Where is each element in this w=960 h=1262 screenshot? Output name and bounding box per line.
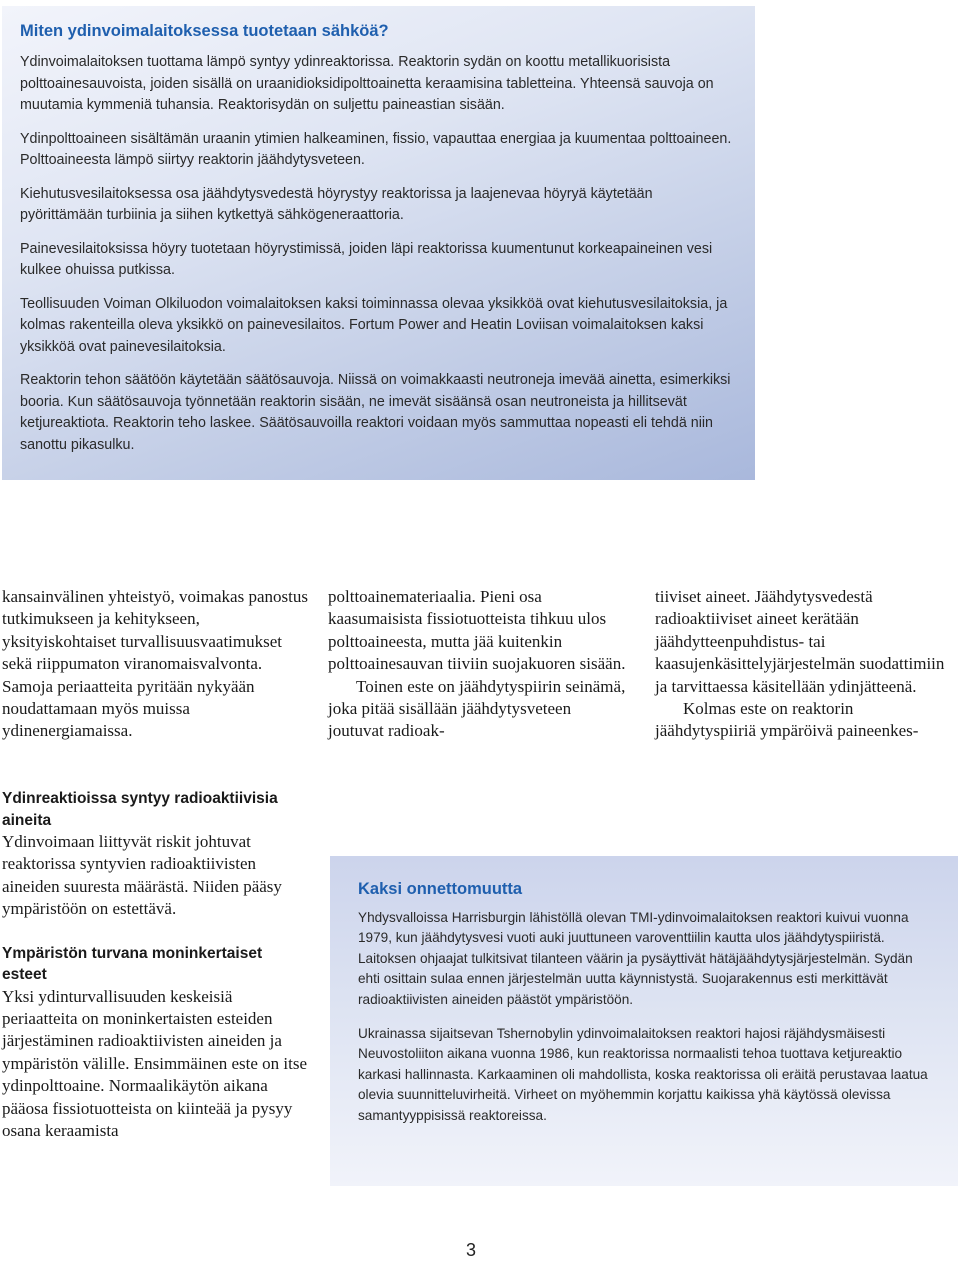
info-paragraph: Ydinpolttoaineen sisältämän uraanin ytimien halkeaminen, fissio, vapauttaa energiaa ja kuumentaa polttoaineen. Polttoaineesta lämpö siirtyy reaktorin jäähdytysveteen.	[20, 130, 732, 168]
section-paragraph: Ydinvoimaan liittyvät riskit johtuvat reaktorissa syntyvien radioaktiivisten aineiden suuresta määrästä. Niiden pääsy ympäristöön on estettävä.	[2, 832, 282, 919]
info-paragraph: Reaktorin tehon säätöön käytetään säätösauvoja. Niissä on voimakkaasti neutroneja imevää ainetta, esimerkiksi booria. Kun säätösauvoja työnnetään reaktorin sisään, ne imevät sisäänsä osan neutroneista ja hillitsevät ketjureaktiota. Reaktorin teho laskee. Säätösauvoilla reaktori voidaan myös sammuttaa nopeasti eli tehdä niin sanottu pikasulku.	[20, 372, 731, 453]
accident-paragraph: Ukrainassa sijaitsevan Tshernobylin ydinvoimalaitoksen reaktori hajosi räjähdysmäisesti Neuvostoliiton aikana vuonna 1986, kun reaktorissa normaalisti tehoa tuottava ketjureaktio karkasi hallinnasta. Karkaaminen oli mahdollista, koska reaktorissa oli eräitä perustavaa laatua olevia suunnitteluvirheitä. Virheet on myöhemmin korjattu kaikissa yhä käytössä olevissa samantyyppisissä reaktoreissa.	[358, 1026, 928, 1123]
info-paragraph: Teollisuuden Voiman Olkiluodon voimalaitoksen kaksi toiminnassa olevaa yksikköä ovat kiehutusvesilaitoksia, ja kolmas rakenteilla oleva yksikkö on painevesilaitos. Fortum Power and Heatin Loviisan voimalaitoksen kaksi yksikköä ovat painevesilaitoksia.	[20, 295, 728, 355]
accidents-title: Kaksi onnettomuutta	[358, 880, 523, 898]
body-column-3	[655, 586, 957, 743]
body-column-2	[328, 586, 628, 743]
left-lower-column	[2, 788, 308, 1142]
info-paragraph: Painevesilaitoksissa höyry tuotetaan höyrystimissä, joiden läpi reaktorissa kuumentunut korkeapaineinen vesi kulkee ohuissa putkissa.	[20, 240, 713, 278]
info-box-top	[2, 6, 755, 480]
body-paragraph: Toinen este on jäähdytyspiirin seinämä, joka pitää sisällään jäähdytysveteen joutuvat radioak-	[328, 676, 626, 741]
info-box-accidents	[330, 856, 958, 1186]
section-heading: Ydinreaktioissa syntyy radioaktiivisia aineita	[2, 790, 278, 829]
body-paragraph: kansainvälinen yhteistyö, voimakas panostus tutkimukseen ja kehitykseen, yksityiskohtaiset turvallisuusvaatimukset sekä riippumaton viranomaisvalvonta. Samoja periaatteita pyritään nykyään noudattamaan myös muissa ydinenergiamaissa.	[2, 587, 308, 741]
page-number: 3	[466, 1240, 477, 1260]
info-box-title: Miten ydinvoimalaitoksessa tuotetaan sähköä?	[20, 22, 389, 40]
section-heading: Ympäristön turvana moninkertaiset esteet	[2, 944, 263, 984]
accident-paragraph: Yhdysvalloissa Harrisburgin lähistöllä olevan TMI-ydinvoimalaitoksen reaktori kuivui vuonna 1979, kun jäähdytysvesi vuoti auki juuttuneen varoventtiilin kautta ulos jäähdytyspiiristä. Laitoksen ohjaajat tulkitsivat tilanteen väärin ja pysäyttivät hätäjäähdytysjärjestelmän. Sydän ehti osittain sulaa ennen järjestelmän uutta käynnistystä. Suojarakennus esti merkittävät radioaktiivisten aineiden päästöt ympäristöön.	[358, 910, 913, 1007]
body-paragraph: Kolmas este on reaktorin jäähdytyspiiriä ympäröivä paineenkes-	[655, 699, 919, 741]
info-paragraph: Ydinvoimalaitoksen tuottama lämpö syntyy ydinreaktorissa. Reaktorin sydän on koottu metallikuorisista polttoainesauvoista, joiden sisällä on uraanidioksidipolttoainetta keraamisina tabletteina. Yhteensä sauvoja on muutamia kymmeniä tuhansia. Reaktorisydän on suljettu paineastian sisään.	[20, 54, 714, 113]
body-paragraph: tiiviset aineet. Jäähdytysvedestä radioaktiiviset aineet kerätään jäähdytteenpuhdistus- tai kaasujenkäsittelyjärjestelmän suodattimiin ja tarvittaessa käsitellään ydinjätteenä.	[655, 587, 945, 696]
spacer	[2, 921, 308, 943]
body-column-1	[2, 586, 308, 743]
section-paragraph: Yksi ydinturvallisuuden keskeisiä periaatteita on moninkertaisten esteiden järjestäminen radioaktiivisten aineiden ja ympäristön välille. Ensimmäinen este on itse ydinpolttoaine. Normaalikäytön aikana pääosa fissiotuotteista on kiinteää ja pysyy osana keraamista	[2, 986, 307, 1141]
info-paragraph: Kiehutusvesilaitoksessa osa jäähdytysvedestä höyrystyy reaktorissa ja laajenevaa höyryä käytetään pyörittämään turbiinia ja siihen kytkettyä sähkögeneraattoria.	[20, 185, 653, 223]
body-paragraph: polttoainemateriaalia. Pieni osa kaasumaisista fissiotuotteista tihkuu ulos polttoaineesta, mutta jää kuitenkin polttoainesauvan tiiviin suojakuoren sisään.	[328, 587, 626, 674]
